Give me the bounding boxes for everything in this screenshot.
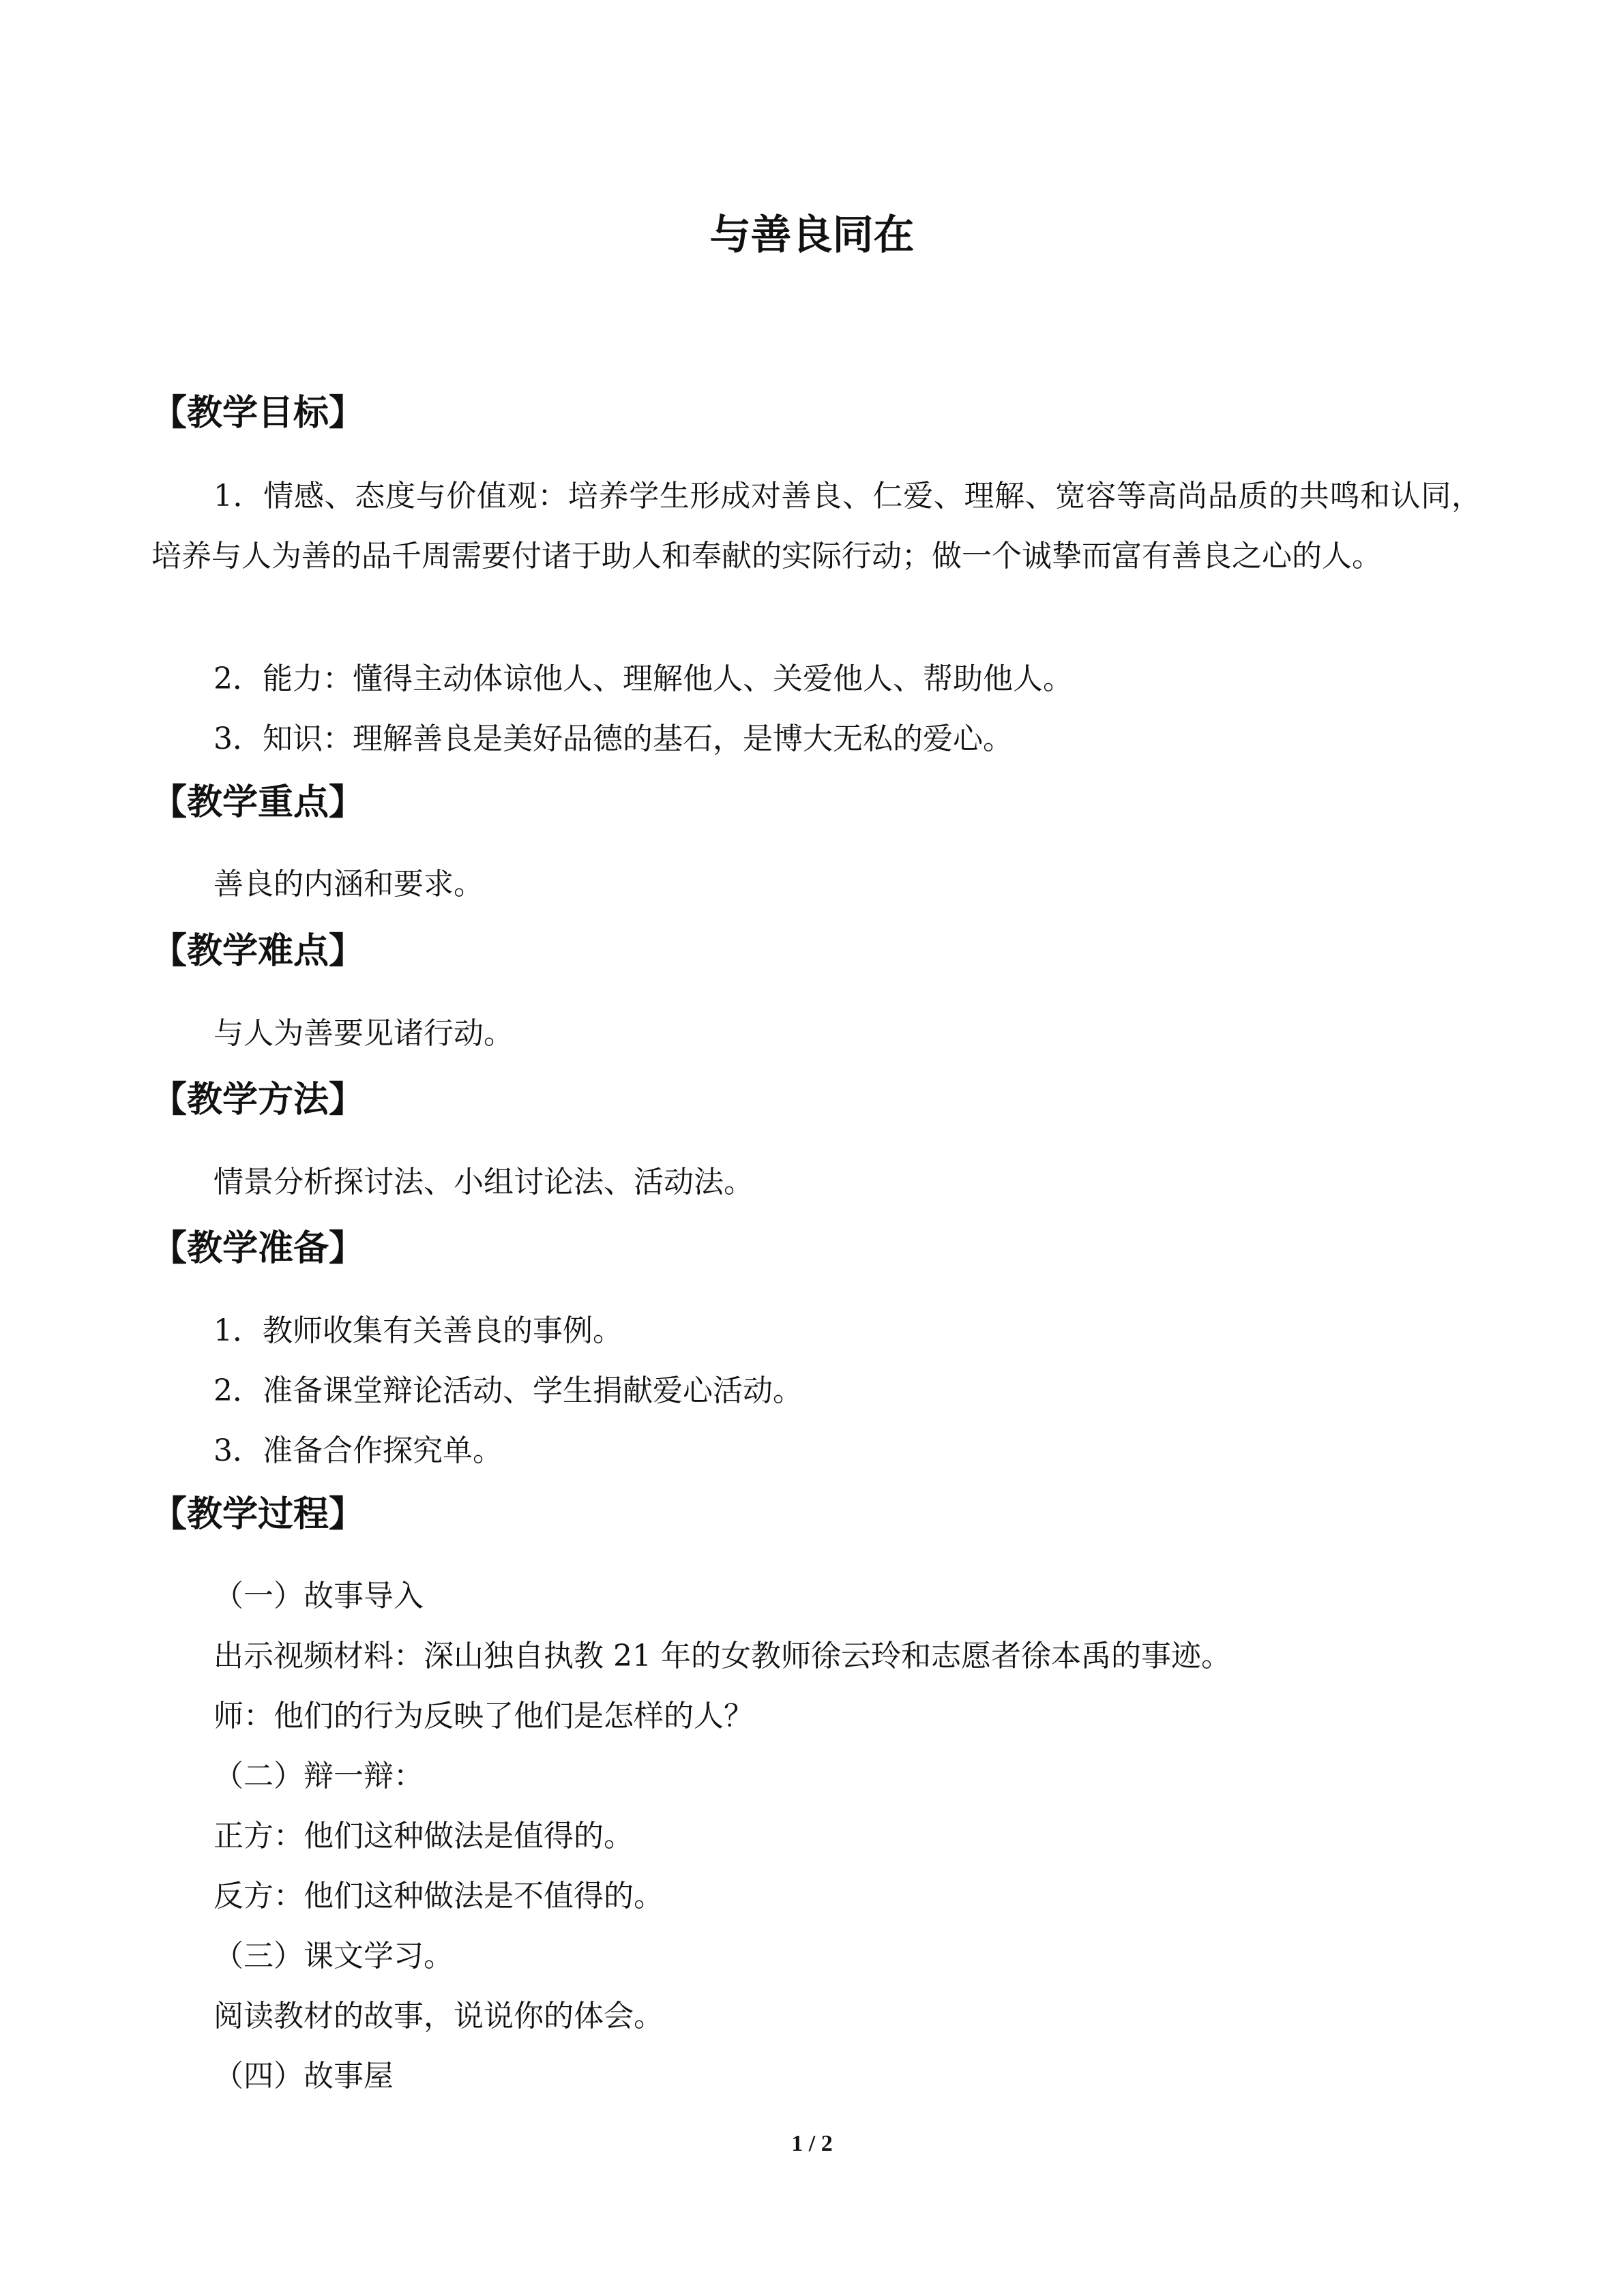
objective-item-3: 3．知识：理解善良是美好品德的基石，是博大无私的爱心。: [213, 721, 1013, 756]
process-line-2: 出示视频材料：深山独自执教 21 年的女教师徐云玲和志愿者徐本禹的事迹。: [213, 1639, 1231, 1673]
section-heading-methods: 【教学方法】: [151, 1079, 365, 1120]
process-line-9: （四）故事屋: [213, 2059, 394, 2093]
process-line-8: 阅读教材的故事，说说你的体会。: [213, 1999, 664, 2033]
key-points-text: 善良的内涵和要求。: [213, 867, 484, 901]
process-line-1: （一）故事导入: [213, 1579, 424, 1613]
section-heading-objectives: 【教学目标】: [151, 393, 365, 434]
objective-item-1: 1．情感、态度与价值观：培养学生形成对善良、仁爱、理解、宽容等高尚品质的共鸣和认同，培养与人为善的品千周需要付诸于助人和奉献的实际行动；做一个诚挚而富有善良之心的人。: [151, 479, 1481, 573]
section-heading-key-points: 【教学重点】: [151, 782, 365, 823]
preparation-item-1: 1．教师收集有关善良的事例。: [213, 1313, 623, 1348]
process-line-7: （三）课文学习。: [213, 1939, 454, 1973]
section-heading-difficulties: 【教学难点】: [151, 931, 365, 972]
section-heading-preparation: 【教学准备】: [151, 1228, 365, 1269]
objective-item-2: 2．能力：懂得主动体谅他人、理解他人、关爱他人、帮助他人。: [213, 661, 1073, 696]
section-heading-process: 【教学过程】: [151, 1494, 365, 1535]
preparation-item-3: 3．准备合作探究单。: [213, 1433, 503, 1468]
process-line-5: 正方：他们这种做法是值得的。: [213, 1819, 634, 1853]
process-line-6: 反方：他们这种做法是不值得的。: [213, 1879, 664, 1913]
process-line-4: （二）辩一辩：: [213, 1759, 424, 1793]
methods-text: 情景分析探讨法、小组讨论法、活动法。: [213, 1165, 754, 1199]
difficulties-text: 与人为善要见诸行动。: [213, 1016, 514, 1051]
preparation-item-2: 2．准备课堂辩论活动、学生捐献爱心活动。: [213, 1373, 803, 1408]
page-number: 1 / 2: [791, 2131, 833, 2156]
process-line-3: 师：他们的行为反映了他们是怎样的人？: [213, 1699, 754, 1733]
page-title: 与善良同在: [709, 211, 915, 259]
